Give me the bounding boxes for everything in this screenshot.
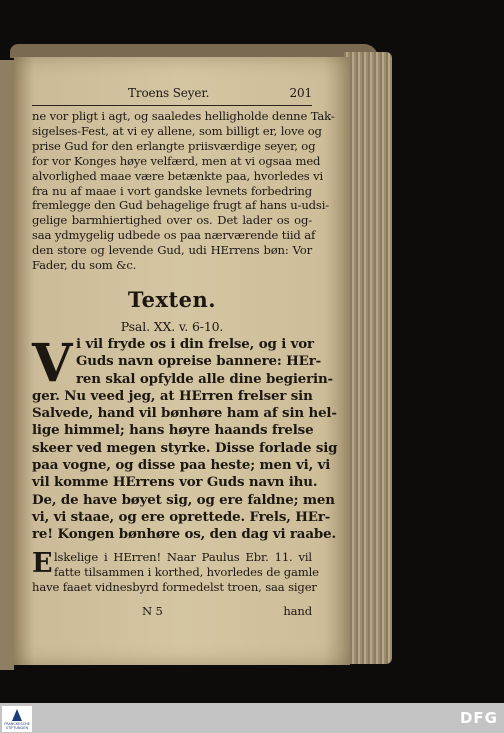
logo-icon: [12, 709, 22, 721]
text-line: for vor Konges høye velfærd, men at vi ogsaa med: [32, 153, 321, 168]
text-line: gelige barmhiertighed over os. Det lader os og-: [32, 213, 312, 228]
text-line: fatte tilsammen i korthed, hvorledes de gamle: [54, 564, 319, 579]
text-line: fremlegge den Gud behagelige frugt af hans u-udsi-: [32, 198, 330, 213]
text-line: De, de have bøyet sig, og ere faldne; men: [32, 491, 335, 508]
catchword: hand: [283, 604, 312, 618]
page-footer-marks: [32, 604, 312, 619]
text-line: vi, vi staae, og ere oprettede. Frels, HEr-: [32, 508, 331, 525]
text-line: fra nu af maae i vort gandske levnets forbedring: [32, 183, 312, 198]
text-line: i vil fryde os i din frelse, og i vor: [76, 336, 314, 352]
text-line: paa vogne, og disse paa heste; men vi, vi: [32, 457, 331, 474]
text-line: lige himmel; hans høyre haands frelse: [32, 422, 314, 439]
opening-paragraph: [32, 109, 335, 273]
text-line: Guds navn opreise bannere: HEr-: [76, 353, 322, 370]
text-line: ger. Nu veed jeg, at HErren frelser sin: [32, 387, 313, 404]
text-line: ren skal opfylde alle dine begierin-: [76, 370, 333, 387]
text-line: vil komme HErrens vor Guds navn ihu.: [32, 474, 318, 491]
drop-cap: E: [32, 548, 53, 579]
text-line: have faaet vidnesbyrd formedelst troen, saa siger: [32, 579, 317, 594]
running-header: [32, 86, 312, 102]
running-title: Troens Seyer.: [128, 86, 210, 100]
scripture-text: [32, 333, 338, 544]
section-heading: Texten.: [127, 287, 217, 312]
text-line: lskelige i HErren! Naar Paulus Ebr. 11. vil: [54, 550, 312, 564]
text-line: Salvede, hand vil bønhøre ham af sin hel-: [32, 405, 337, 422]
text-line: alvorlighed maae være betænkte paa, hvorledes vi: [32, 168, 324, 183]
drop-cap: V: [32, 333, 73, 394]
text-line: prise Gud for den erlangte priisværdige seyer, og: [32, 138, 316, 153]
institution-logo[interactable]: [2, 706, 32, 732]
viewer-footer-bar: [0, 703, 504, 733]
header-rule: [32, 105, 312, 106]
text-line: skeer ved megen styrke. Disse forlade sig: [32, 439, 338, 456]
page-stack-edges: [344, 52, 392, 664]
sermon-paragraph: [32, 548, 319, 595]
dfg-logo[interactable]: DFG: [459, 709, 498, 727]
text-line: sigelses-Fest, at vi ey allene, som billigt er, love og: [32, 123, 322, 138]
logo-caption: FRANCKESCHE STIFTUNGEN: [4, 722, 30, 730]
text-line: Fader, du som &c.: [32, 258, 137, 273]
left-page-edge: [0, 60, 14, 670]
text-line: saa ydmygelig udbede os paa nærværende tiid af: [32, 228, 316, 243]
text-line: re! Kongen bønhøre os, den dag vi raabe.: [32, 526, 336, 543]
text-line: den store og levende Gud, udi HErrens bøn: Vor: [32, 243, 312, 258]
signature-mark: N 5: [142, 604, 163, 618]
page-number: 201: [289, 86, 312, 100]
book-top-edge: [10, 44, 378, 58]
psalm-reference: Psal. XX. v. 6-10.: [120, 319, 224, 334]
text-line: ne vor pligt i agt, og saaledes helligholde denne Tak-: [32, 109, 335, 123]
